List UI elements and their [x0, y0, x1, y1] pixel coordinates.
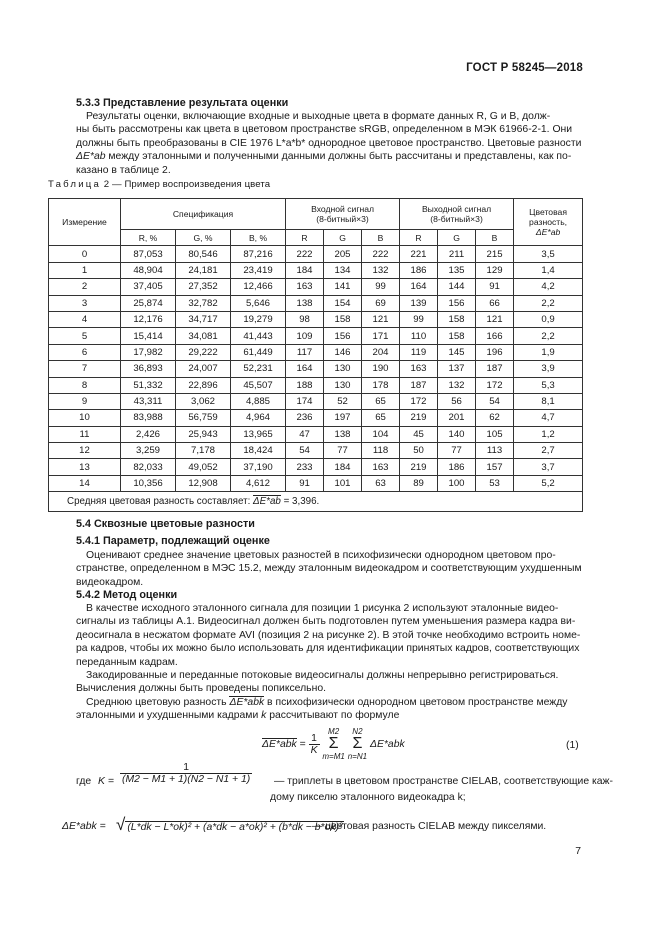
table-cell: 178 [362, 377, 400, 393]
table-cell: 56 [438, 393, 476, 409]
table-body [49, 246, 583, 492]
table-cell: 10,356 [121, 475, 176, 491]
table-cell: 205 [324, 246, 362, 262]
delta-e-symbol: ΔE*ab [76, 151, 106, 163]
table-cell: 17,982 [121, 344, 176, 360]
table-cell: 154 [324, 295, 362, 311]
table-cell: 66 [476, 295, 514, 311]
table-cell: 190 [362, 361, 400, 377]
table-cell: 19,279 [231, 311, 286, 327]
table-cell: 77 [324, 443, 362, 459]
table-cell: 91 [476, 279, 514, 295]
table-cell: 2,7 [514, 443, 583, 459]
table-cell: 163 [362, 459, 400, 475]
table-caption: Таблица 2 — Пример воспроизведения цвета [48, 179, 271, 190]
table-cell: 158 [438, 328, 476, 344]
table-cell: 62 [476, 410, 514, 426]
table-cell: 130 [324, 377, 362, 393]
header-in-b: B [362, 230, 400, 246]
table-cell: 0,9 [514, 311, 583, 327]
table-cell: 104 [362, 426, 400, 442]
table-row [49, 459, 583, 475]
table-cell: 211 [438, 246, 476, 262]
table-cell: 215 [476, 246, 514, 262]
table-cell: 3,7 [514, 459, 583, 475]
header-in-r: R [286, 230, 324, 246]
table-cell: 186 [400, 262, 438, 278]
standard-code: ГОСТ Р 58245—2018 [466, 62, 583, 74]
header-spec: Спецификация [121, 199, 286, 230]
table-cell: 158 [438, 311, 476, 327]
table-cell: 0 [49, 246, 121, 262]
table-cell: 1,2 [514, 426, 583, 442]
table-cell: 1 [49, 262, 121, 278]
table-cell: 5,2 [514, 475, 583, 491]
section-5-4-2-paragraph-c: Среднюю цветовую разность ΔE*abk в психофизически однородном цветовом пространстве между эталонными и ухудшенными кадрами k рассчитывают по формуле [76, 697, 568, 722]
table-cell: 132 [438, 377, 476, 393]
table-cell: 5,646 [231, 295, 286, 311]
table-row [49, 475, 583, 491]
table-cell: 166 [476, 328, 514, 344]
table-cell: 130 [324, 361, 362, 377]
k-definition: K = [98, 776, 114, 787]
table-row [49, 246, 583, 262]
table-cell: 121 [362, 311, 400, 327]
table-cell: 41,443 [231, 328, 286, 344]
table-cell: 4,885 [231, 393, 286, 409]
table-cell: 219 [400, 410, 438, 426]
table-cell: 54 [286, 443, 324, 459]
table-row [49, 377, 583, 393]
table-cell: 13,965 [231, 426, 286, 442]
section-5-4-2-heading: 5.4.2 Метод оценки [76, 589, 178, 601]
table-row [49, 279, 583, 295]
table-cell: 110 [400, 328, 438, 344]
header-in-g: G [324, 230, 362, 246]
table-cell: 50 [400, 443, 438, 459]
header-out-b: B [476, 230, 514, 246]
table-row [49, 393, 583, 409]
average-row: Средняя цветовая разность составляет: ΔE*ab = 3,396. [49, 492, 583, 512]
table-cell: 138 [324, 426, 362, 442]
table-cell: 99 [400, 311, 438, 327]
table-cell: 138 [286, 295, 324, 311]
table-cell: 29,222 [176, 344, 231, 360]
table-cell: 163 [400, 361, 438, 377]
table-cell: 132 [362, 262, 400, 278]
table-cell: 172 [400, 393, 438, 409]
table-cell: 13 [49, 459, 121, 475]
table-cell: 45 [400, 426, 438, 442]
table-cell: 99 [362, 279, 400, 295]
table-cell: 222 [286, 246, 324, 262]
table-cell: 163 [286, 279, 324, 295]
table-cell: 51,332 [121, 377, 176, 393]
table-cell: 12,908 [176, 475, 231, 491]
table-cell: 196 [476, 344, 514, 360]
table-cell: 174 [286, 393, 324, 409]
table-cell: 4 [49, 311, 121, 327]
table-cell: 10 [49, 410, 121, 426]
table-cell: 15,414 [121, 328, 176, 344]
table-cell: 4,612 [231, 475, 286, 491]
table-row [49, 410, 583, 426]
section-5-4-1-paragraph: Оценивают среднее значение цветовых разностей в психофизически однородном цветовом про- странстве, определенном в МЭС 15.2, между эталонным видеокадром и соответствующим ухудшенным видеокадром. [76, 550, 582, 588]
table-cell: 14 [49, 475, 121, 491]
table-cell: 6 [49, 344, 121, 360]
table-cell: 219 [400, 459, 438, 475]
table-cell: 145 [438, 344, 476, 360]
table-cell: 65 [362, 410, 400, 426]
table-cell: 1,4 [514, 262, 583, 278]
table-row [49, 262, 583, 278]
table-cell: 9 [49, 393, 121, 409]
table-cell: 140 [438, 426, 476, 442]
header-b-pct: B, % [231, 230, 286, 246]
table-cell: 3,5 [514, 246, 583, 262]
header-color-diff: Цветовая разность, ΔE*ab [514, 199, 583, 246]
table-cell: 4,2 [514, 279, 583, 295]
table-cell: 5,3 [514, 377, 583, 393]
table-cell: 12,466 [231, 279, 286, 295]
table-cell: 164 [400, 279, 438, 295]
table-cell: 80,546 [176, 246, 231, 262]
table-cell: 172 [476, 377, 514, 393]
k-fraction: $\frac{1}{(M2 - M1 + 1)(N2 - N1 + 1)}$ [122, 762, 251, 785]
table-row [49, 426, 583, 442]
table-cell: 32,782 [176, 295, 231, 311]
table-row [49, 361, 583, 377]
header-input: Входной сигнал (8-битный×3) [286, 199, 400, 230]
table-cell: 24,007 [176, 361, 231, 377]
table-cell: 12,176 [121, 311, 176, 327]
table-cell: 156 [324, 328, 362, 344]
k-description-l1: — триплеты в цветовом пространстве CIELAB, соответствующие каж- [274, 776, 613, 787]
table-cell: 63 [362, 475, 400, 491]
table-cell: 83,988 [121, 410, 176, 426]
table-cell: 87,216 [231, 246, 286, 262]
table-cell: 134 [324, 262, 362, 278]
table-cell: 7,178 [176, 443, 231, 459]
header-measurement: Измерение [49, 199, 121, 246]
table-cell: 65 [362, 393, 400, 409]
table-cell: 56,759 [176, 410, 231, 426]
table-cell: 54 [476, 393, 514, 409]
formula-1-number: (1) [566, 740, 579, 751]
table-cell: 186 [438, 459, 476, 475]
table-cell: 37,190 [231, 459, 286, 475]
table-cell: 3 [49, 295, 121, 311]
table-cell: 156 [438, 295, 476, 311]
table-cell: 184 [286, 262, 324, 278]
table-cell: 52 [324, 393, 362, 409]
table-cell: 129 [476, 262, 514, 278]
where-label: где [76, 776, 92, 787]
table-cell: 12 [49, 443, 121, 459]
table-row [49, 328, 583, 344]
formula-2-description: — цветовая разность CIELAB между пикселями. [312, 821, 547, 832]
table-cell: 141 [324, 279, 362, 295]
table-cell: 53 [476, 475, 514, 491]
table-cell: 61,449 [231, 344, 286, 360]
table-cell: 139 [400, 295, 438, 311]
table-cell: 37,405 [121, 279, 176, 295]
table-row [49, 344, 583, 360]
table-cell: 77 [438, 443, 476, 459]
table-cell: 113 [476, 443, 514, 459]
section-5-4-1-heading: 5.4.1 Параметр, подлежащий оценке [76, 535, 270, 547]
table-cell: 25,943 [176, 426, 231, 442]
header-out-g: G [438, 230, 476, 246]
table-cell: 82,033 [121, 459, 176, 475]
table-row [49, 311, 583, 327]
section-5-4-2-paragraph-a: В качестве исходного эталонного сигнала для позиции 1 рисунка 2 используют эталонные видео- сигналы из таблицы А.1. Видеосигнал должен быть подготовлен путем уменьшения размера кадра ви- деосигнала в несжатом формате AVI (позиция 2 на рисунке 2). В этой точке необходимо встроить номе- ра кадров, чтобы их можно было использовать для идентификации принятых кадров, соответствующих переданным кадрам. [76, 603, 581, 668]
color-reproduction-table [48, 198, 583, 512]
table-cell: 89 [400, 475, 438, 491]
table-cell: 52,231 [231, 361, 286, 377]
table-cell: 5 [49, 328, 121, 344]
table-cell: 36,893 [121, 361, 176, 377]
table-cell: 105 [476, 426, 514, 442]
table-cell: 222 [362, 246, 400, 262]
table-cell: 49,052 [176, 459, 231, 475]
table-cell: 23,419 [231, 262, 286, 278]
formula-1: ΔE*abk = $\frac{1}{K}$ M2 Σ m=M1 N2 Σ n=N1 ΔE*abk [262, 727, 405, 761]
table-cell: 25,874 [121, 295, 176, 311]
table-cell: 69 [362, 295, 400, 311]
section-5-4-heading: 5.4 Сквозные цветовые разности [76, 518, 255, 530]
table-cell: 3,062 [176, 393, 231, 409]
table-cell: 2 [49, 279, 121, 295]
table-cell: 2,2 [514, 328, 583, 344]
table-cell: 8 [49, 377, 121, 393]
table-cell: 24,181 [176, 262, 231, 278]
section-5-3-3-paragraph: Результаты оценки, включающие входные и выходные цвета в формате данных R, G и B, долж- ны быть рассмотрены как цвета в цветовом пространстве sRGB, определенном в МЭК 61966-2-1. Они должны быть преобразованы в CIE 1976 L*a*b* однородное цветовое пространство. Цветовые разности ΔE*ab между эталонными и полученными данными должны быть рассчитаны и представлены, как по- казано в таблице 2. [76, 111, 582, 176]
section-5-3-3-heading: 5.3.3 Представление результата оценки [76, 97, 289, 109]
table-cell: 22,896 [176, 377, 231, 393]
k-description-l2: дому пикселю эталонного видеокадра k; [270, 792, 466, 803]
table-cell: 45,507 [231, 377, 286, 393]
table-cell: 91 [286, 475, 324, 491]
table-cell: 47 [286, 426, 324, 442]
table-cell: 98 [286, 311, 324, 327]
header-r-pct: R, % [121, 230, 176, 246]
table-cell: 236 [286, 410, 324, 426]
table-cell: 135 [438, 262, 476, 278]
table-cell: 8,1 [514, 393, 583, 409]
table-cell: 171 [362, 328, 400, 344]
table-cell: 34,081 [176, 328, 231, 344]
table-cell: 137 [438, 361, 476, 377]
table-cell: 2,2 [514, 295, 583, 311]
table-cell: 109 [286, 328, 324, 344]
table-cell: 144 [438, 279, 476, 295]
formula-2-root: √ (L*dk − L*ok)² + (a*dk − a*ok)² + (b*dk − b*ok)² [116, 815, 343, 834]
table-row [49, 443, 583, 459]
table-cell: 233 [286, 459, 324, 475]
table-cell: 3,259 [121, 443, 176, 459]
table-cell: 4,964 [231, 410, 286, 426]
table-cell: 158 [324, 311, 362, 327]
table-cell: 1,9 [514, 344, 583, 360]
table-cell: 187 [400, 377, 438, 393]
table-row [49, 295, 583, 311]
header-output: Выходной сигнал (8-битный×3) [400, 199, 514, 230]
table-cell: 11 [49, 426, 121, 442]
table-cell: 18,424 [231, 443, 286, 459]
table-cell: 87,053 [121, 246, 176, 262]
table-cell: 201 [438, 410, 476, 426]
header-g-pct: G, % [176, 230, 231, 246]
table-cell: 2,426 [121, 426, 176, 442]
table-cell: 204 [362, 344, 400, 360]
header-out-r: R [400, 230, 438, 246]
table-cell: 119 [400, 344, 438, 360]
table-cell: 48,904 [121, 262, 176, 278]
table-cell: 100 [438, 475, 476, 491]
table-cell: 117 [286, 344, 324, 360]
table-cell: 4,7 [514, 410, 583, 426]
table-cell: 34,717 [176, 311, 231, 327]
table-cell: 101 [324, 475, 362, 491]
table-cell: 27,352 [176, 279, 231, 295]
table-cell: 221 [400, 246, 438, 262]
table-cell: 157 [476, 459, 514, 475]
page-number: 7 [575, 846, 581, 857]
table-cell: 7 [49, 361, 121, 377]
table-cell: 187 [476, 361, 514, 377]
table-cell: 146 [324, 344, 362, 360]
section-5-4-2-paragraph-b: Закодированные и переданные потоковые видеосигналы должны непрерывно регистрироваться. Вычисления должны быть проведены попиксельно. [76, 670, 559, 695]
table-cell: 118 [362, 443, 400, 459]
table-cell: 184 [324, 459, 362, 475]
table-cell: 3,9 [514, 361, 583, 377]
table-cell: 188 [286, 377, 324, 393]
table-cell: 43,311 [121, 393, 176, 409]
formula-2-lhs: ΔE*abk = [62, 821, 106, 832]
table-cell: 164 [286, 361, 324, 377]
table-cell: 121 [476, 311, 514, 327]
table-cell: 197 [324, 410, 362, 426]
